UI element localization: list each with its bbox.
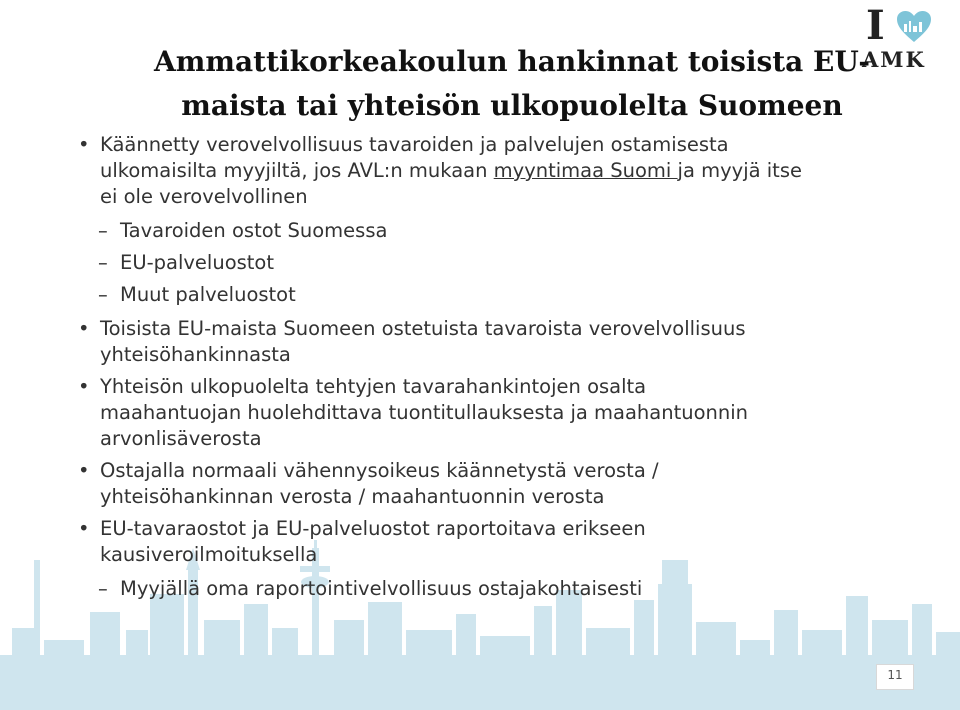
logo-letter-i: I: [866, 2, 885, 49]
bullet-item-reporting: • EU-tavaraostot ja EU-palveluostot raportoitava erikseen kausiveroilmoituksella: [78, 516, 838, 568]
slide-title-line-2: maista tai yhteisön ulkopuolelta Suomeen: [181, 89, 843, 122]
heart-icon: [896, 10, 932, 44]
slide-title-line-1: Ammattikorkeakoulun hankinnat toisista EU-: [154, 45, 870, 78]
sub-item-goods-purchases: – Tavaroiden ostot Suomessa: [78, 218, 838, 244]
sub-item-eu-services: – EU-palveluostot: [78, 250, 838, 276]
bullet-item-imports: • Yhteisön ulkopuolelta tehtyjen tavarahankintojen osalta maahantuojan huolehdittava tuontitullauksesta ja maahantuonnin arvonlisäverosta: [78, 374, 838, 452]
underlined-myyntimaa-suomi: myyntimaa Suomi: [493, 159, 678, 182]
bullet-list: [78, 132, 838, 602]
bullet-item-intra-community: • Toisista EU-maista Suomeen ostetuista tavaroista verovelvollisuus yhteisöhankinnasta: [78, 316, 838, 368]
page-number: 11: [887, 668, 903, 682]
bullet-item-deduction-right: • Ostajalla normaali vähennysoikeus käännetystä verosta / yhteisöhankinnan verosta / maahantuonnin verosta: [78, 458, 838, 510]
slide-title: [72, 40, 952, 128]
sub-item-other-services: – Muut palveluostot: [78, 282, 838, 308]
logo-amk-text: AMK: [862, 47, 926, 72]
bullet-item-reverse-charge: • Käännetty verovelvollisuus tavaroiden ja palvelujen ostamisesta ulkomaisilta myyjiltä, jos AVL:n mukaan myyntimaa Suomi ja myyjä itse ei ole verovelvollinen: [78, 132, 838, 210]
sub-item-seller-reporting: – Myyjällä oma raportointivelvollisuus ostajakohtaisesti: [78, 576, 838, 602]
